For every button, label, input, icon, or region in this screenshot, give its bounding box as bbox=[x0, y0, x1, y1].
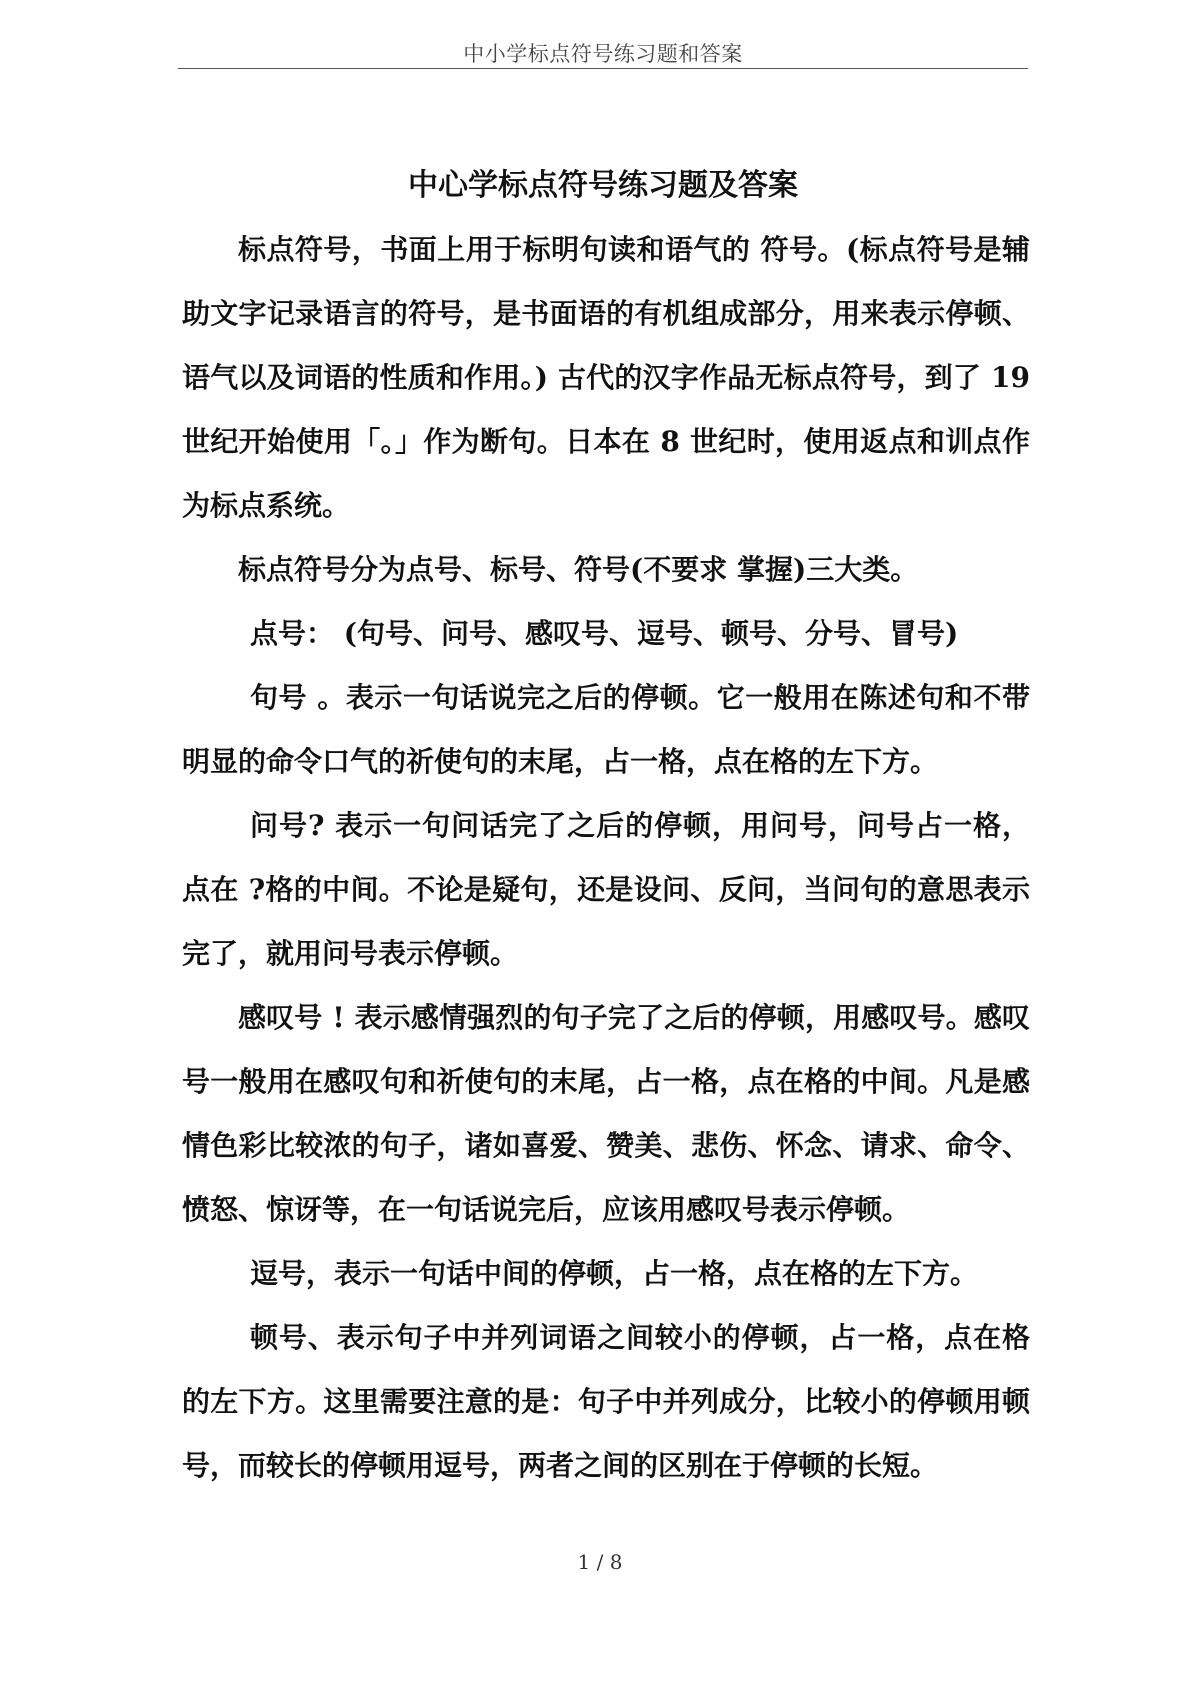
paragraph-comma: 逗号，表示一句话中间的停顿，占一格，点在格的左下方。 bbox=[250, 1257, 979, 1290]
document-title: 中心学标点符号练习题及答案 bbox=[408, 168, 798, 203]
paragraph-point-marks: 点号： (句号、问号、感叹号、逗号、顿号、分号、冒号) bbox=[250, 617, 959, 650]
header-divider bbox=[178, 68, 1028, 69]
paragraph-enumeration-comma: 顿号、表示句子中并列词语之间较小的停顿，占一格，点在格的左下方。这里需要注意的是：句子中并列成分，比较小的停顿用顿号，而较长的停顿用逗号，两者之间的区别在于停顿的长短。 bbox=[182, 1321, 1030, 1482]
running-header: 中小学标点符号练习题和答案 bbox=[463, 42, 743, 66]
page-number: 1 / 8 bbox=[577, 1550, 623, 1574]
paragraph-exclamation-mark: 感叹号 ! 表示感情强烈的句子完了之后的停顿，用感叹号。感叹号一般用在感叹句和祈使句的末尾，占一格，点在格的中间。凡是感情色彩比较浓的句子，诸如喜爱、赞美、悲伤、怀念、请求、命令、愤怒、惊讶等，在一句话说完后，应该用感叹号表示停顿。 bbox=[182, 1001, 1030, 1226]
paragraph-question-mark: 问号? 表示一句问话完了之后的停顿，用问号，问号占一格，点在 ?格的中间。不论是疑句，还是设问、反问，当问句的意思表示完了，就用问号表示停顿。 bbox=[182, 809, 1030, 970]
paragraph-period: 句号 。表示一句话说完之后的停顿。它一般用在陈述句和不带明显的命令口气的祈使句的末尾，占一格，点在格的左下方。 bbox=[182, 681, 1030, 778]
paragraph-intro: 标点符号，书面上用于标明句读和语气的 符号。(标点符号是辅助文字记录语言的符号，是书面语的有机组成部分，用来表示停顿、语气以及词语的性质和作用。) 古代的汉字作品无标点符号，到了 19 世纪开始使用「。」作为断句。日本在 8 世纪时，使用返点和训点作为标点系统。 bbox=[182, 233, 1030, 522]
paragraph-categories: 标点符号分为点号、标号、符号(不要求 掌握)三大类。 bbox=[238, 553, 919, 586]
document-body bbox=[182, 218, 1030, 1498]
